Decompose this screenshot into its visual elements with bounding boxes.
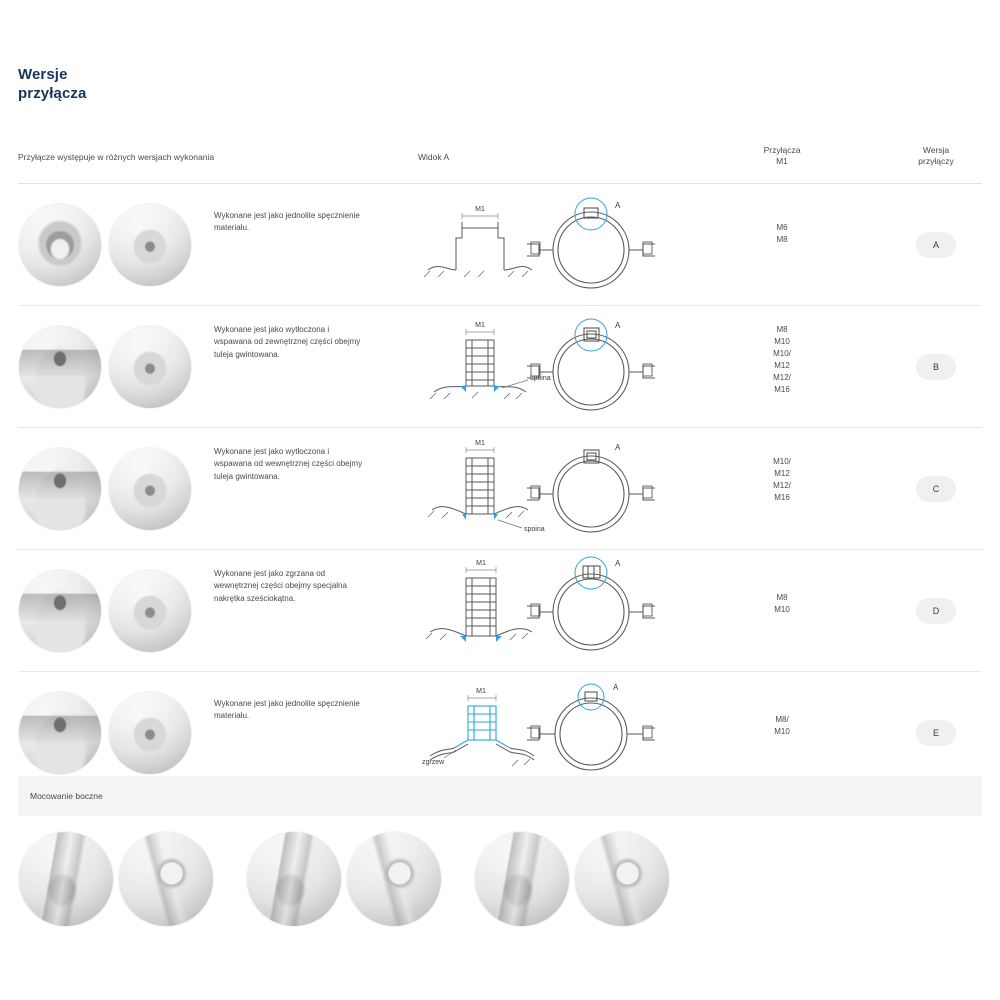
m1-value: M10/ [773, 457, 791, 466]
m1-value: M12/ [773, 481, 791, 490]
view-a-drawing [523, 188, 683, 302]
side-mount-photo [246, 831, 342, 927]
table-row [18, 550, 982, 672]
product-photo [18, 569, 102, 653]
header-version [896, 145, 976, 168]
side-mount-photo [474, 831, 570, 927]
version-badge: E [916, 720, 956, 746]
product-photos [18, 680, 196, 786]
m1-value: M8 [776, 325, 788, 334]
weld-label: zgrzew [422, 759, 445, 766]
callout-a-label: A [615, 201, 621, 210]
product-photo [18, 691, 102, 775]
view-a-svg [523, 554, 683, 668]
m1-value: M8/ [775, 715, 789, 724]
product-photos [18, 436, 196, 542]
view-a-svg [523, 676, 683, 790]
header-version-line2: przyłączy [918, 156, 954, 167]
callout-a-label: A [613, 683, 619, 692]
header-m1-line2: M1 [776, 156, 788, 167]
side-mount-photo [574, 831, 670, 927]
table-header [18, 138, 982, 184]
m1-values [718, 324, 846, 396]
side-mount-photo-group [18, 831, 214, 927]
product-photos [18, 314, 196, 420]
product-photo [108, 569, 192, 653]
table-row [18, 184, 982, 306]
version-badge: D [916, 598, 956, 624]
m1-value: M8 [776, 235, 788, 244]
product-photo [108, 691, 192, 775]
m1-dimension-label: M1 [475, 440, 485, 447]
row-description: Wykonane jest jako wytłoczona i wspawana od zewnętrznej części obejmy tuleja gwintowana. [214, 325, 361, 359]
header-m1-line1: Przyłącza [763, 145, 801, 155]
view-a-svg [523, 432, 683, 546]
callout-a-label: A [615, 443, 621, 452]
view-a-drawing [523, 676, 683, 790]
m1-value: M16 [774, 493, 790, 502]
side-mount-photo-group [246, 831, 442, 927]
callout-a-label: A [615, 559, 621, 568]
view-a-svg [523, 188, 683, 302]
product-photos [18, 558, 196, 664]
side-mount-photo [18, 831, 114, 927]
product-photo [108, 325, 192, 409]
table-row [18, 428, 982, 550]
m1-value: M10 [774, 727, 790, 736]
view-a-drawing [523, 310, 683, 424]
page-title-line1: Wersje [18, 66, 68, 83]
header-m1 [718, 145, 846, 168]
view-a-drawing [523, 432, 683, 546]
callout-a-label: A [615, 321, 621, 330]
row-description: Wykonane jest jako jednolite spęcznienie materiału. [214, 211, 360, 233]
row-description: Wykonane jest jako zgrzana od wewnętrznej części obejmy specjalna nakrętka sześciokątna. [214, 569, 347, 603]
product-photo [18, 325, 102, 409]
side-mount-label: Mocowanie boczne [30, 791, 103, 801]
m1-dimension-label: M1 [476, 688, 486, 695]
product-photo [18, 447, 102, 531]
m1-value: M10 [774, 605, 790, 614]
m1-value: M12 [774, 469, 790, 478]
m1-values [718, 714, 846, 738]
product-photos [18, 192, 196, 298]
side-mount-photo [346, 831, 442, 927]
m1-values [718, 456, 846, 504]
m1-values [718, 592, 846, 616]
header-description: Przyłącze występuje w różnych wersjach wykonania [18, 152, 215, 162]
product-photo [108, 447, 192, 531]
view-a-drawing [523, 554, 683, 668]
m1-dimension-label: M1 [475, 206, 485, 213]
version-badge: B [916, 354, 956, 380]
header-view-a: Widok A [418, 152, 450, 162]
weld-label: spoina [530, 375, 551, 382]
m1-dimension-label: M1 [475, 322, 485, 329]
header-version-line1: Wersja [922, 145, 950, 155]
m1-value: M8 [776, 593, 788, 602]
m1-value: M12/ [773, 373, 791, 382]
side-mount-band [18, 776, 982, 816]
side-mount-photo-group [474, 831, 670, 927]
m1-value: M16 [774, 385, 790, 394]
versions-table [18, 138, 982, 794]
m1-value: M10/ [773, 349, 791, 358]
m1-value: M6 [776, 223, 788, 232]
m1-dimension-label: M1 [476, 560, 486, 567]
version-badge: C [916, 476, 956, 502]
product-photo [108, 203, 192, 287]
page-title [18, 66, 86, 104]
row-description: Wykonane jest jako wytłoczona i wspawana od wewnętrznej części obejmy tuleja gwintowana. [214, 447, 363, 481]
product-photo [18, 203, 102, 287]
side-mount-photos [18, 824, 982, 934]
view-a-svg [523, 310, 683, 424]
version-badge: A [916, 232, 956, 258]
weld-label: spoina [524, 526, 545, 533]
m1-value: M12 [774, 361, 790, 370]
row-description: Wykonane jest jako jednolite spęcznienie materiału. [214, 699, 360, 721]
side-mount-photo [118, 831, 214, 927]
table-row [18, 306, 982, 428]
m1-value: M10 [774, 337, 790, 346]
m1-values [718, 222, 846, 246]
page-title-line2: przyłącza [18, 84, 87, 102]
